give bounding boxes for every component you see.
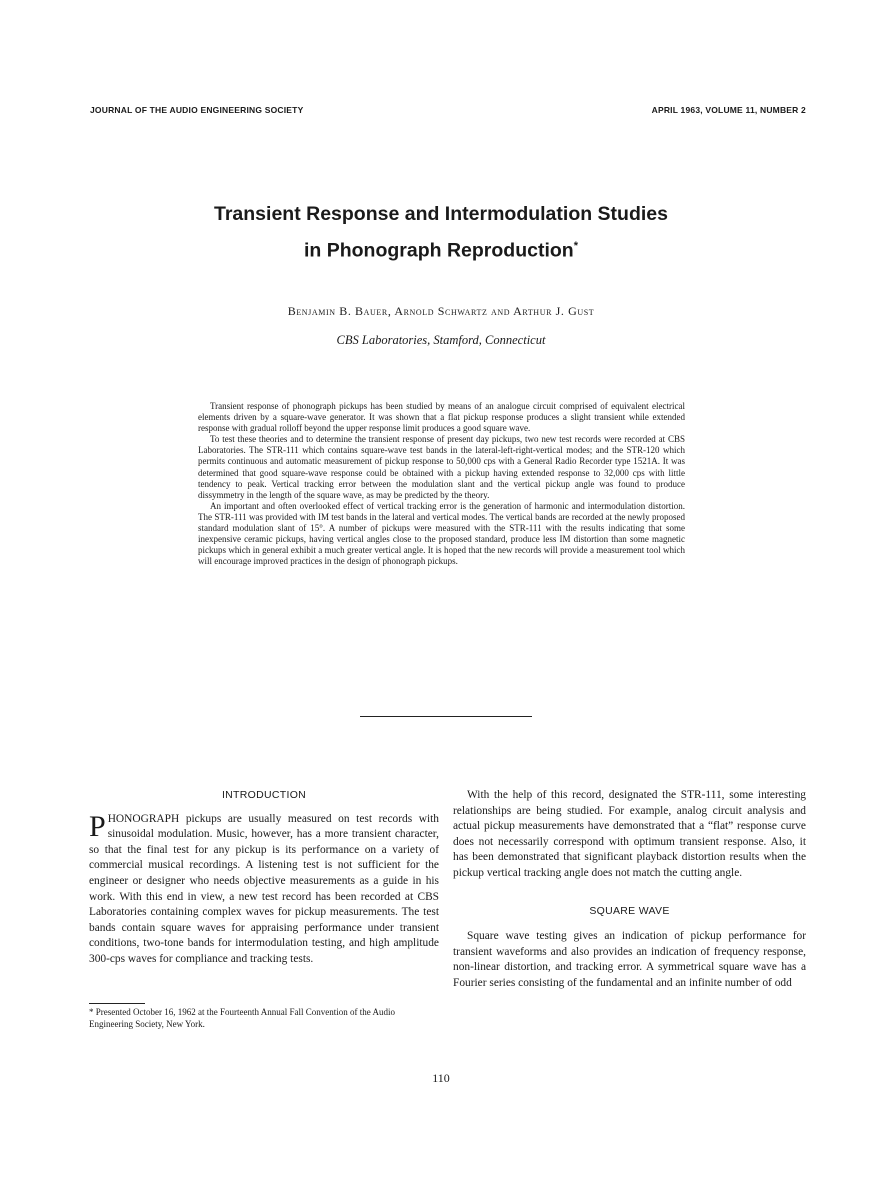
abstract-paragraph-1: Transient response of phonograph pickups has been studied by means of an analogue circuit comprised of equivalent electrical elements driven by a square-wave generator. It was shown that a flat pickup response produces a slight transient while extended response with gradual rolloff beyond the upper response limit produces a good square wave. <box>198 401 685 434</box>
abstract <box>198 401 685 567</box>
introduction-paragraph <box>89 809 439 968</box>
right-paragraph-1: With the help of this record, designated the STR-111, some interesting relationships are being studied. For example, analog circuit analysis and actual pickup measurements have demonstrated that a “flat” response curve does not necessarily correspond with optimum transient response. Also, it has been demonstrated that significant playback distortion results when the pickup vertical tracking angle does not match the cutting angle. <box>453 789 806 879</box>
introduction-lead: HONOGRAPH <box>107 812 180 825</box>
page-number: 110 <box>432 1071 450 1085</box>
authors: Benjamin B. Bauer, Arnold Schwartz and Arthur J. Gust <box>287 304 595 318</box>
journal-name: JOURNAL OF THE AUDIO ENGINEERING SOCIETY <box>90 105 304 115</box>
abstract-paragraph-2: To test these theories and to determine the transient response of present day pickups, two new test records were recorded at CBS Laboratories. The STR-111 which contains square-wave test bands in the lateral-left-right-vertical modes; and the STR-120 which permits continuous and automatic measurement of pickup response to 50,000 cps with a General Radio Recorder type 1521A. It was determined that good square-wave response could be obtained with a pickup having extended response to 32,000 cps with little tendency to peak. Vertical tracking error between the modulation slant and the vertical pickup angle was found to produce dissymmetry in the length of the square wave, as may be predicted by the theory. <box>198 434 685 500</box>
title-line-2 <box>0 230 882 267</box>
title-line-1: Transient Response and Intermodulation Studies <box>214 203 668 225</box>
abstract-paragraph-3: An important and often overlooked effect of vertical tracking error is the generation of harmonic and intermodulation distortion. The STR-111 was provided with IM test bands in the lateral and vertical modes. The vertical bands are recorded at the newly proposed standard modulation slant of 15°. A number of pickups were measured with the STR-111 with the results indicating that some inexpensive ceramic pickups, having vertical angles close to the proposed standard, produce less IM distortion than some magnetic pickups which in general exhibit a much greater vertical angle. It is hoped that the new records will provide a measurement tool which will encourage improved practices in the design of phonograph pickups. <box>198 500 685 567</box>
right-column <box>453 788 806 992</box>
introduction-text: pickups are usually measured on test records with sinusoidal modulation. Music, however, has a more transient character, so that the final test for any pickup is its performance on a variety of commercial musical recordings. A listening test is not sufficient for the engineer or designer who needs objective measurements as a guide in his work. With this end in view, a new test record has been recorded at CBS Laboratories containing complex waves for pickup measurements. The test bands contain square waves for appraising performance under transient conditions, two-tone bands for intermodulation testing, and high amplitude 300-cps waves for compliance and tracking tests. <box>89 812 439 965</box>
section-divider <box>360 716 532 717</box>
footnote: * Presented October 16, 1962 at the Fourteenth Annual Fall Convention of the Audio Engineering Society, New York. <box>89 1007 395 1029</box>
square-wave-heading: SQUARE WAVE <box>589 904 670 917</box>
paper-title <box>0 198 882 267</box>
footnote-rule <box>89 1003 145 1004</box>
issue-info: APRIL 1963, VOLUME 11, NUMBER 2 <box>651 105 806 115</box>
left-column <box>89 788 439 968</box>
introduction-heading: INTRODUCTION <box>221 789 307 801</box>
title-footnote-marker: * <box>573 240 578 252</box>
drop-cap: P <box>89 809 106 843</box>
right-paragraph-2: Square wave testing gives an indication of pickup performance for transient waveforms and also provides an indication of frequency response, non-linear distortion, and tracking error. A symmetrical square wave has a Fourier series consisting of the fundamental and an infinite number of odd <box>453 930 806 989</box>
title-line-2-text: in Phonograph Reproduction <box>303 239 574 262</box>
affiliation: CBS Laboratories, Stamford, Connecticut <box>336 333 546 347</box>
